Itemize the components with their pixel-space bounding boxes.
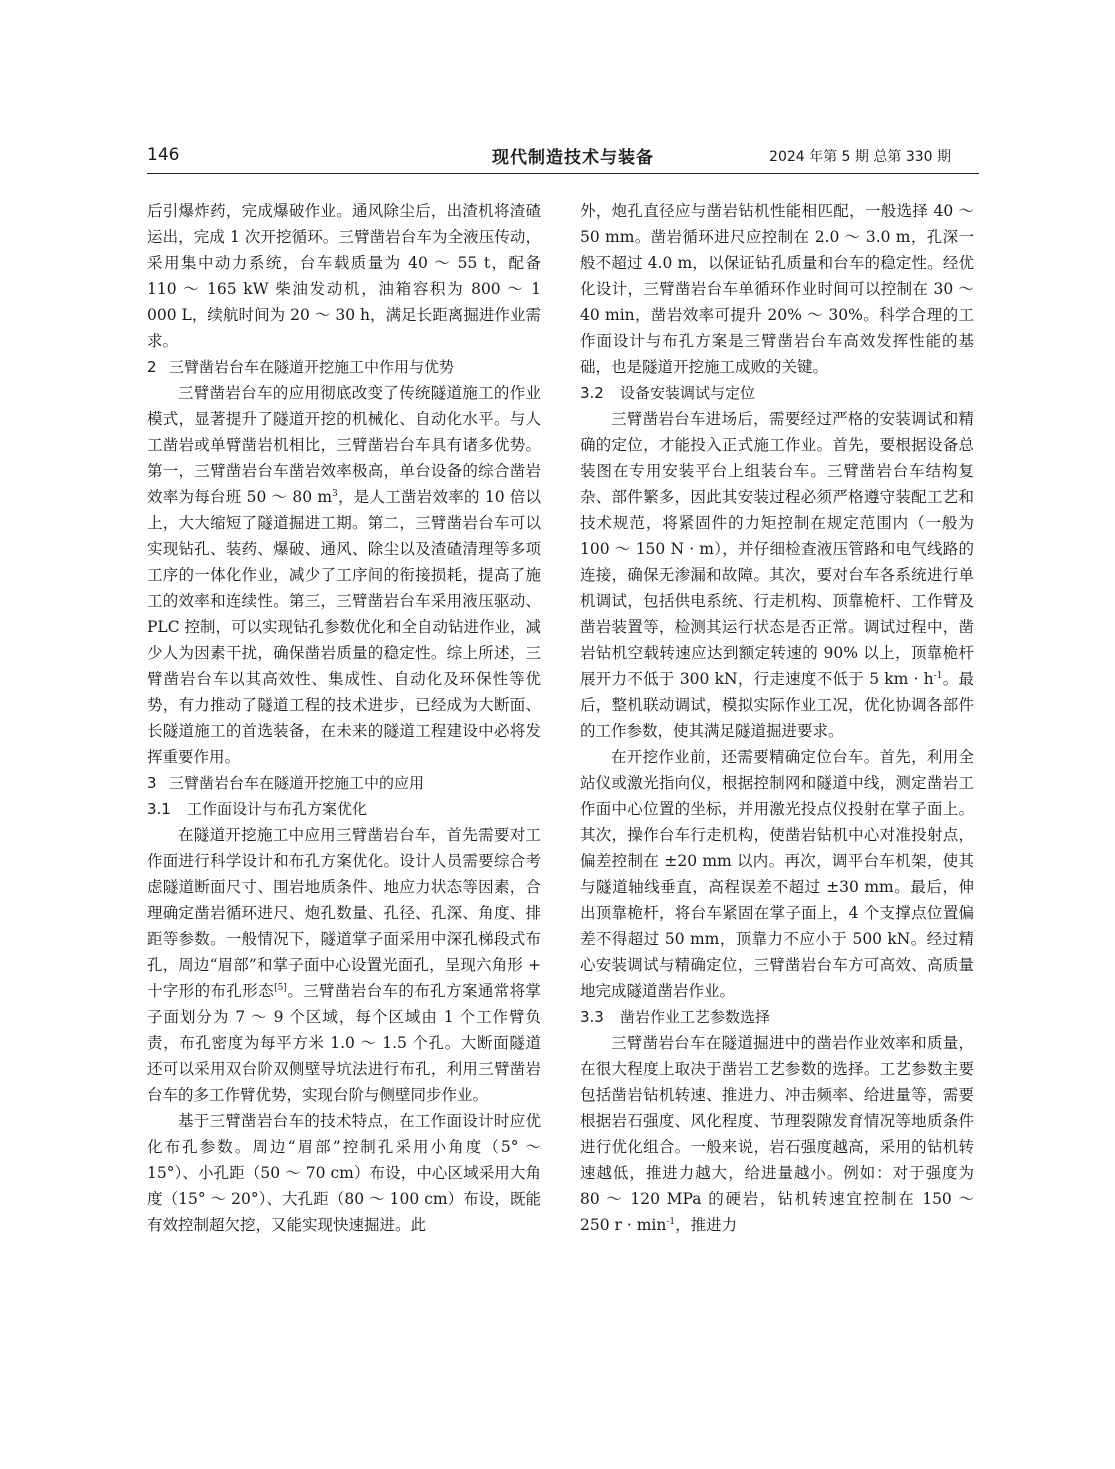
- paragraph-section-2: [147, 380, 541, 770]
- subsection-title: 设备安装调试与定位: [620, 384, 756, 402]
- paragraph-continued: 后引爆炸药，完成爆破作业。通风除尘后，出渣机将渣碴运出，完成 1 次开挖循环。三臂凿岩台车为全液压传动，采用集中动力系统，台车载质量为 40 ～ 55 t，配备 110 ～ 165 kW 柴油发动机，油箱容积为 800 ～ 1 000 L，续航时间为 20 ～ 30 h，满足长距离掘进作业需求。: [147, 202, 541, 350]
- subsection-heading-3-1: [147, 796, 541, 822]
- text-run: 。三臂凿岩台车的布孔方案通常将掌子面划分为 7 ～ 9 个区域，每个区域由 1 个工作臂负责，布孔密度为每平方米 1.0 ～ 1.5 个孔。大断面隧道还可以采用双台阶双侧壁导坑法进行布孔，利用三臂凿岩台车的多工作臂优势，实现台阶与侧壁同步作业。: [147, 982, 541, 1104]
- text-run: 。最后，整机联动调试，模拟实际作业工况，优化协调各部件的工作参数，使其满足隧道掘进要求。: [580, 670, 974, 740]
- section-number: 2: [147, 358, 157, 376]
- citation-ref: [5]: [274, 983, 287, 993]
- superscript: 3: [332, 489, 338, 499]
- superscript: -1: [666, 1217, 676, 1227]
- paragraph-3-2-a: [580, 406, 974, 744]
- superscript: -1: [933, 671, 943, 681]
- subsection-number: 3.2: [580, 384, 604, 402]
- section-heading-3: [147, 770, 541, 796]
- text-run: 三臂凿岩台车的应用彻底改变了传统隧道施工的作业模式，显著提升了隧道开挖的机械化、自动化水平。与人工凿岩或单臂凿岩机相比，三臂凿岩台车具有诸多优势。第一，三臂凿岩台车凿岩效率极高，单台设备的综合凿岩效率为每台班 50 ～ 80 m: [147, 384, 541, 506]
- subsection-title: 凿岩作业工艺参数选择: [620, 1008, 771, 1026]
- section-title: 三臂凿岩台车在隧道开挖施工中作用与优势: [169, 358, 455, 376]
- subsection-number: 3.3: [580, 1008, 604, 1026]
- page-number: 146: [147, 145, 180, 165]
- paragraph-3-1-b: 基于三臂凿岩台车的技术特点，在工作面设计时应优化布孔参数。周边“眉部”控制孔采用小角度（5° ～ 15°）、小孔距（50 ～ 70 cm）布设，中心区域采用大角度（15° ～ 20°）、大孔距（80 ～ 100 cm）布设，既能有效控制超欠挖，又能实现快速掘进。此: [147, 1112, 541, 1234]
- text-run: ，推进力: [675, 1216, 738, 1234]
- right-column: [580, 198, 974, 1238]
- running-header: [147, 143, 979, 174]
- paragraph-3-3-a: [580, 1030, 974, 1238]
- text-run: ，是人工凿岩效率的 10 倍以上，大大缩短了隧道掘进工期。第二，三臂凿岩台车可以实现钻孔、装药、爆破、通风、除尘以及渣碴清理等多项工序的一体化作业，减少了工序间的衔接损耗，提高了施工的效率和连续性。第三，三臂凿岩台车采用液压驱动、PLC 控制，可以实现钻孔参数优化和全自动钻进作业，减少人为因素干扰，确保凿岩质量的稳定性。综上所述，三臂凿岩台车以其高效性、集成性、自动化及环保性等优势，有力推动了隧道工程的技术进步，已经成为大断面、长隧道施工的首选装备，在未来的隧道工程建设中必将发挥重要作用。: [147, 488, 542, 766]
- text-run: 三臂凿岩台车进场后，需要经过严格的安装调试和精确的定位，才能投入正式施工作业。首先，要根据设备总装图在专用安装平台上组装台车。三臂凿岩台车结构复杂、部件繁多，因此其安装过程必须严格遵守装配工艺和技术规范，将紧固件的力矩控制在规定范围内（一般为 100 ～ 150 N · m），并仔细检查液压管路和电气线路的连接，确保无渗漏和故障。其次，要对台车各系统进行单机调试，包括供电系统、行走机构、顶靠桅杆、工作臂及凿岩装置等，检测其运行状态是否正常。调试过程中，凿岩钻机空载转速应达到额定转速的 90% 以上，顶靠桅杆展开力不低于 300 kN，行走速度不低于 5 km · h: [580, 410, 974, 688]
- paragraph-3-1-a: [147, 822, 541, 1108]
- issue-info: 2024 年第 5 期 总第 330 期: [769, 149, 951, 165]
- text-run: 在隧道开挖施工中应用三臂凿岩台车，首先需要对工作面进行科学设计和布孔方案优化。设计人员需要综合考虑隧道断面尺寸、围岩地质条件、地应力状态等因素，合理确定凿岩循环进尺、炮孔数量、孔径、孔深、角度、排距等参数。一般情况下，隧道掌子面采用中深孔梯段式布孔，周边“眉部”和掌子面中心设置光面孔，呈现六角形 + 十字形的布孔形态: [147, 826, 541, 1000]
- paragraph-continued: 外，炮孔直径应与凿岩钻机性能相匹配，一般选择 40 ～ 50 mm。凿岩循环进尺应控制在 2.0 ～ 3.0 m，孔深一般不超过 4.0 m，以保证钻孔质量和台车的稳定性。经优化设计，三臂凿岩台车单循环作业时间可以控制在 30 ～ 40 min，凿岩效率可提升 20% ～ 30%。科学合理的工作面设计与布孔方案是三臂凿岩台车高效发挥性能的基础，也是隧道开挖施工成败的关键。: [580, 202, 974, 376]
- journal-title: 现代制造技术与装备: [492, 148, 654, 168]
- subsection-number: 3.1: [147, 800, 171, 818]
- section-heading-2: [147, 354, 541, 380]
- left-column: [147, 198, 541, 1238]
- subsection-title: 工作面设计与布孔方案优化: [187, 800, 368, 818]
- text-run: 三臂凿岩台车在隧道掘进中的凿岩作业效率和质量，在很大程度上取决于凿岩工艺参数的选择。工艺参数主要包括凿岩钻机转速、推进力、冲击频率、给进量等，需要根据岩石强度、风化程度、节理裂隙发育情况等地质条件进行优化组合。一般来说，岩石强度越高，采用的钻机转速越低，推进力越大，给进量越小。例如：对于强度为 80 ～ 120 MPa 的硬岩，钻机转速宜控制在 150 ～ 250 r · min: [580, 1034, 974, 1234]
- paragraph-3-2-b: 在开挖作业前，还需要精确定位台车。首先，利用全站仪或激光指向仪，根据控制网和隧道中线，测定凿岩工作面中心位置的坐标，并用激光投点仪投射在掌子面上。其次，操作台车行走机构，使凿岩钻机中心对准投射点，偏差控制在 ±20 mm 以内。再次，调平台车机架，使其与隧道轴线垂直，高程误差不超过 ±30 mm。最后，伸出顶靠桅杆，将台车紧固在掌子面上，4 个支撑点位置偏差不得超过 50 mm，顶靠力不应小于 500 kN。经过精心安装调试与精确定位，三臂凿岩台车方可高效、高质量地完成隧道凿岩作业。: [580, 748, 974, 1000]
- section-number: 3: [147, 774, 157, 792]
- subsection-heading-3-2: [580, 380, 974, 406]
- section-title: 三臂凿岩台车在隧道开挖施工中的应用: [169, 774, 425, 792]
- subsection-heading-3-3: [580, 1004, 974, 1030]
